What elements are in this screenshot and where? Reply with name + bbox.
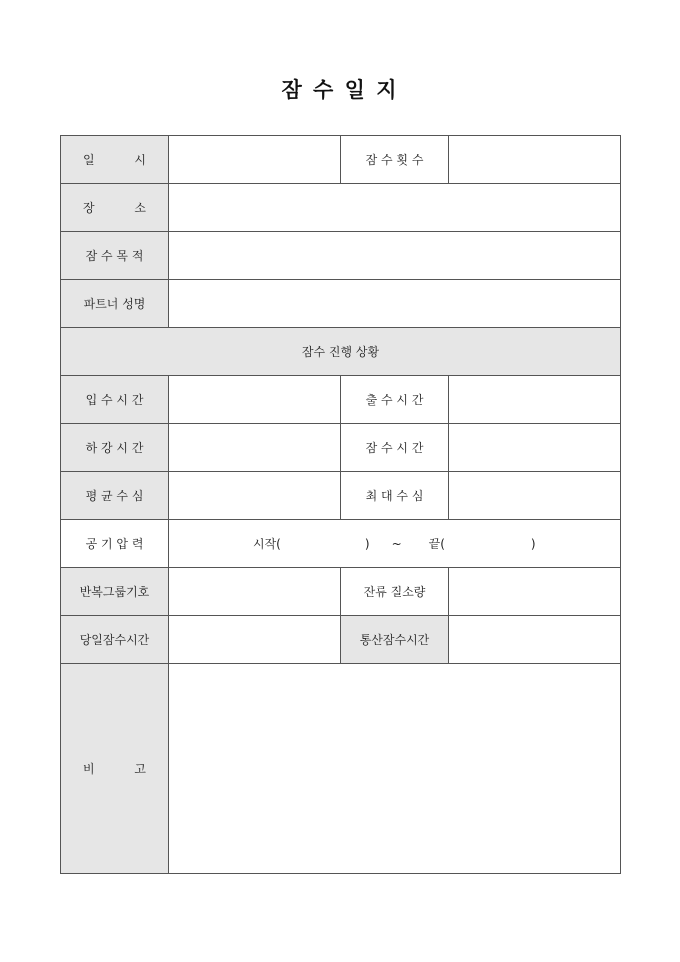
field-purpose[interactable] <box>169 232 621 280</box>
field-remarks[interactable] <box>169 664 621 874</box>
pressure-start-label: 시작( <box>253 537 281 551</box>
label-max-depth: 최 대 수 심 <box>341 472 449 520</box>
field-air-pressure[interactable] <box>169 520 621 568</box>
label-place: 장 소 <box>61 184 169 232</box>
label-dive-count: 잠 수 횟 수 <box>341 136 449 184</box>
label-entry-time: 입 수 시 간 <box>61 376 169 424</box>
field-max-depth[interactable] <box>449 472 621 520</box>
field-partner[interactable] <box>169 280 621 328</box>
label-partner: 파트너 성명 <box>61 280 169 328</box>
row-group-nitrogen <box>61 568 621 616</box>
row-descent-dive <box>61 424 621 472</box>
label-day-dive-time: 당일잠수시간 <box>61 616 169 664</box>
pressure-end-label: 끝( <box>428 537 445 551</box>
pressure-close-paren: ) <box>364 536 370 551</box>
label-descent-time: 하 강 시 간 <box>61 424 169 472</box>
row-partner <box>61 280 621 328</box>
field-total-dive-time[interactable] <box>449 616 621 664</box>
field-descent-time[interactable] <box>169 424 341 472</box>
row-date <box>61 136 621 184</box>
field-exit-time[interactable] <box>449 376 621 424</box>
label-air-pressure: 공 기 압 력 <box>61 520 169 568</box>
dive-log-form <box>60 135 621 874</box>
row-dive-totals <box>61 616 621 664</box>
label-exit-time: 출 수 시 간 <box>341 376 449 424</box>
label-repeat-group: 반복그룹기호 <box>61 568 169 616</box>
row-air-pressure <box>61 520 621 568</box>
label-remarks: 비 고 <box>61 664 169 874</box>
label-total-dive-time: 통산잠수시간 <box>341 616 449 664</box>
field-repeat-group[interactable] <box>169 568 341 616</box>
row-remarks <box>61 664 621 874</box>
label-date: 일 시 <box>61 136 169 184</box>
label-purpose: 잠 수 목 적 <box>61 232 169 280</box>
row-section <box>61 328 621 376</box>
row-depth <box>61 472 621 520</box>
field-date[interactable] <box>169 136 341 184</box>
page-title: 잠 수 일 지 <box>281 77 399 102</box>
field-dive-time[interactable] <box>449 424 621 472</box>
row-purpose <box>61 232 621 280</box>
row-entry-exit <box>61 376 621 424</box>
field-dive-count[interactable] <box>449 136 621 184</box>
row-place <box>61 184 621 232</box>
field-residual-nitrogen[interactable] <box>449 568 621 616</box>
section-header: 잠수 진행 상황 <box>61 328 621 376</box>
label-avg-depth: 평 균 수 심 <box>61 472 169 520</box>
field-avg-depth[interactable] <box>169 472 341 520</box>
field-place[interactable] <box>169 184 621 232</box>
pressure-close-paren-2: ) <box>530 536 536 551</box>
field-entry-time[interactable] <box>169 376 341 424</box>
pressure-tilde: ~ <box>391 536 402 551</box>
field-day-dive-time[interactable] <box>169 616 341 664</box>
label-residual-nitrogen: 잔류 질소량 <box>341 568 449 616</box>
label-dive-time: 잠 수 시 간 <box>341 424 449 472</box>
